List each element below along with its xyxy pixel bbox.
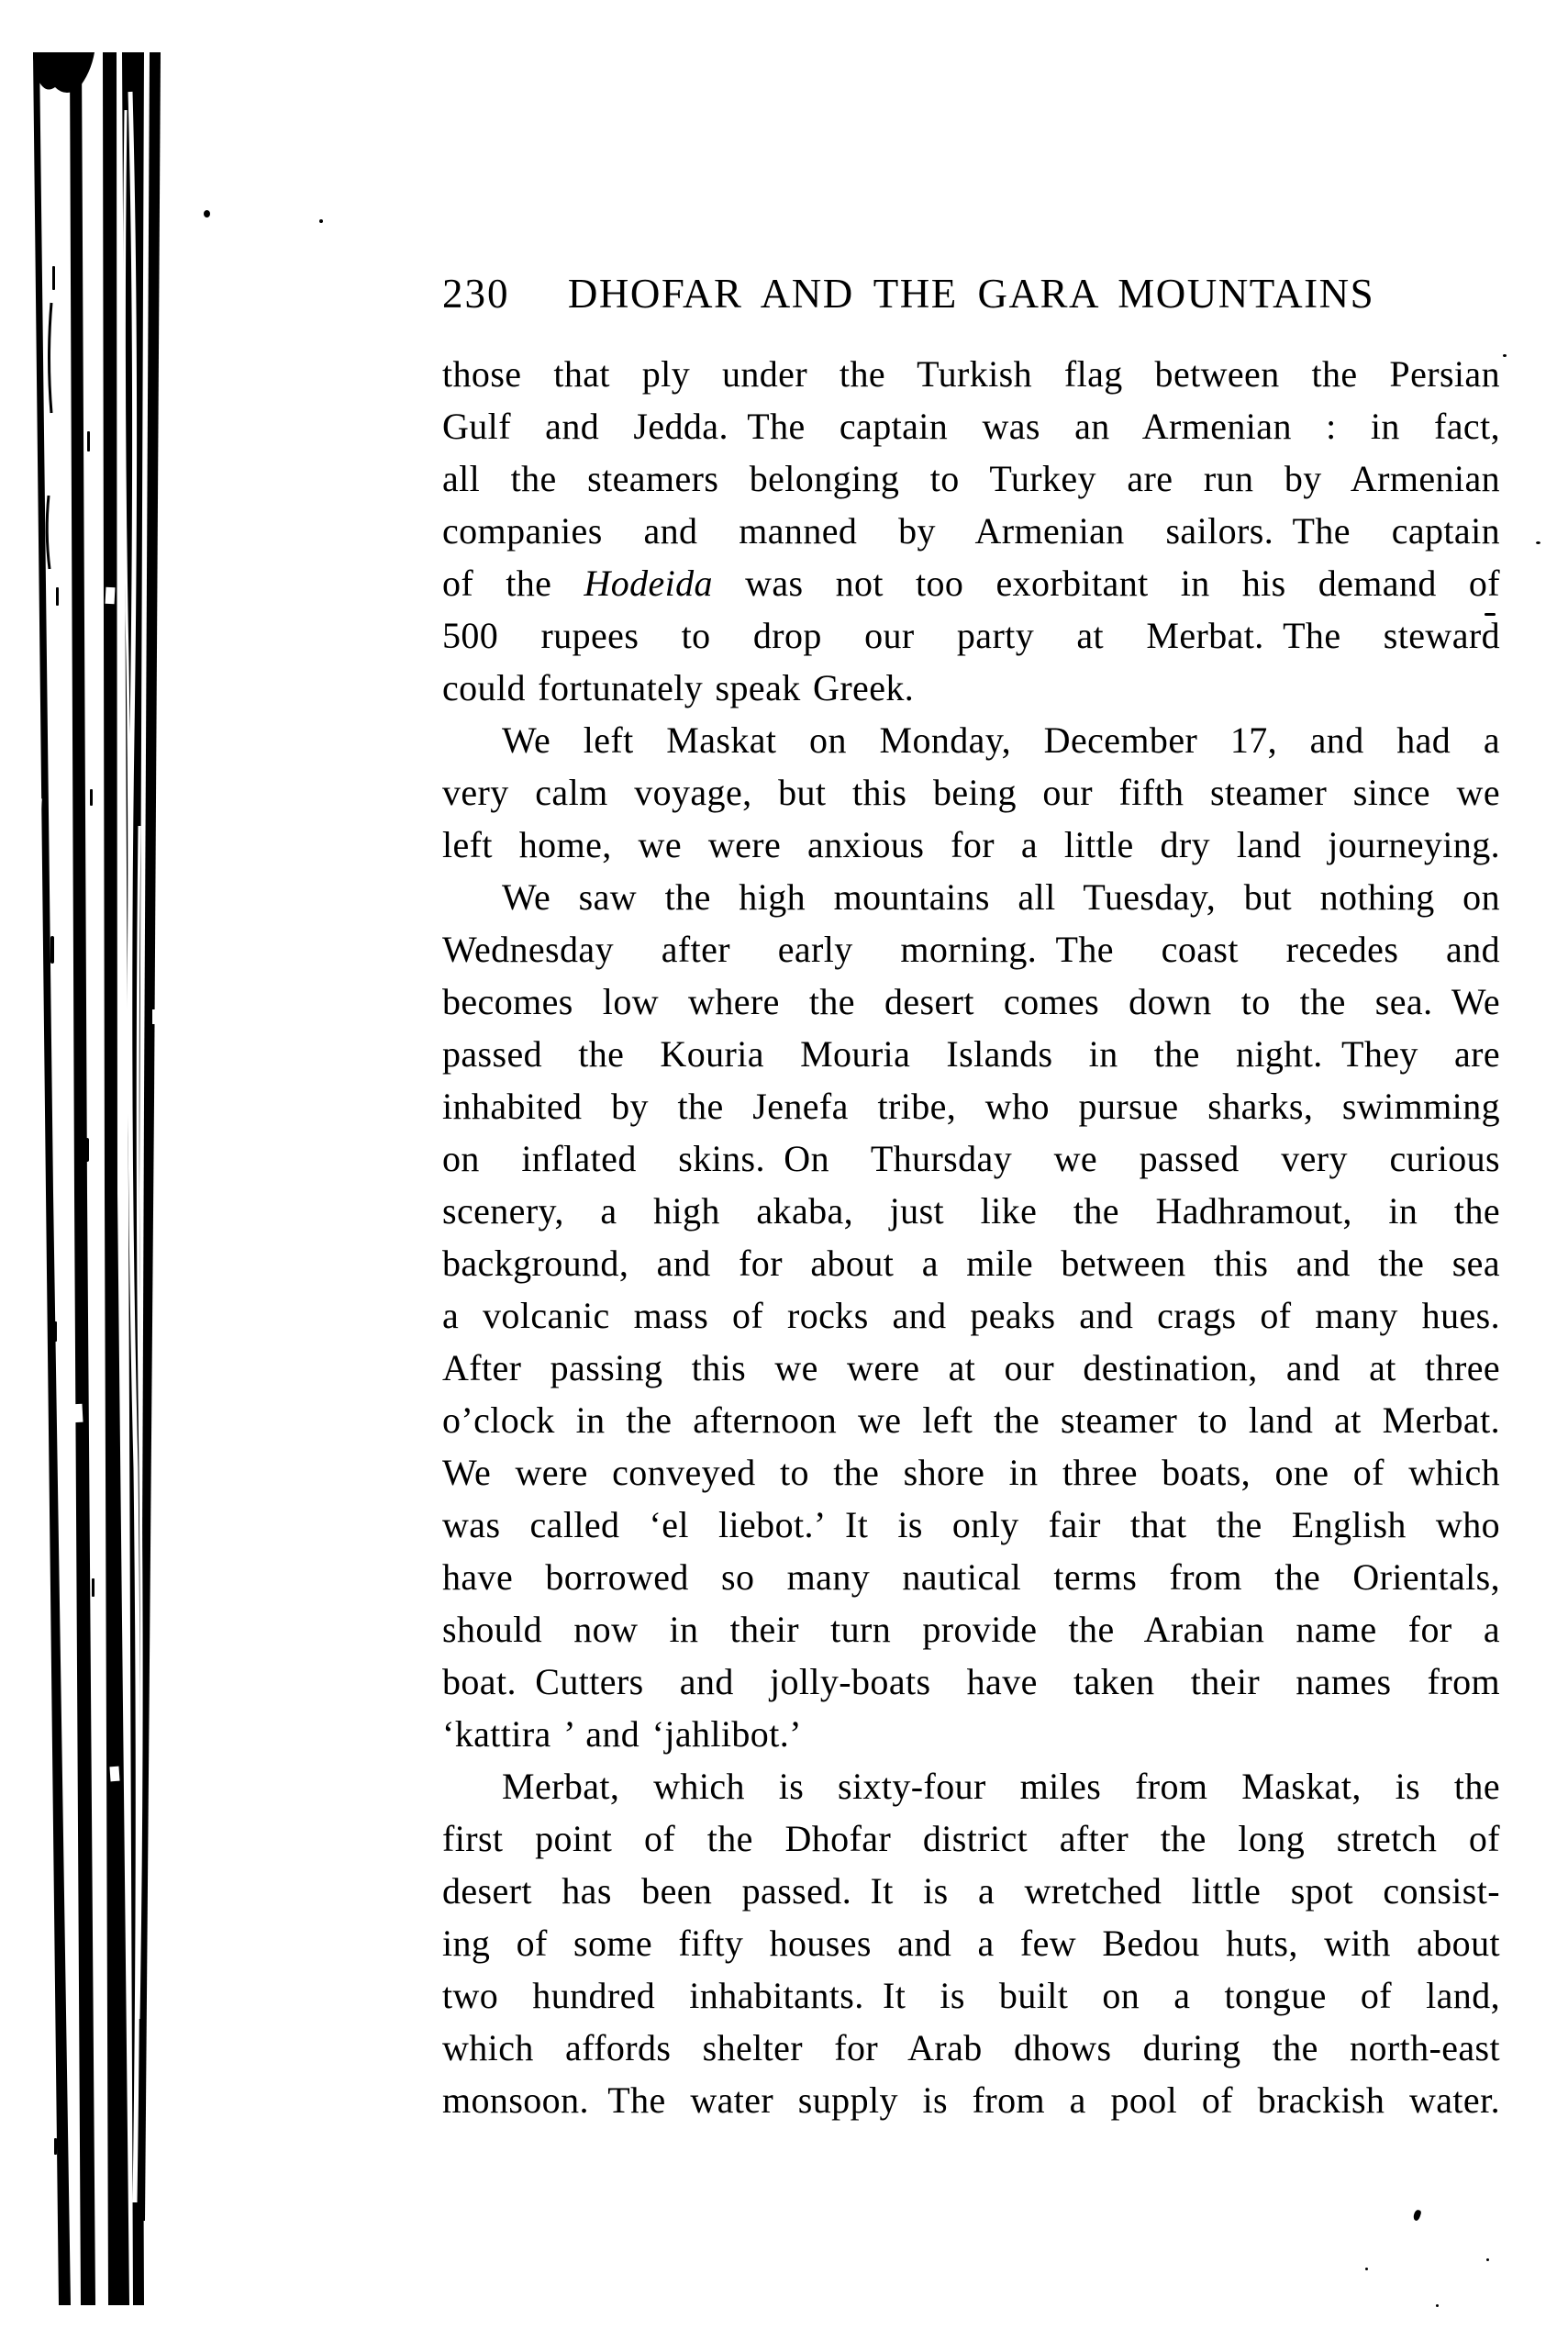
scan-speck: [1412, 2209, 1421, 2222]
text-line: desert has been passed. It is a wretched little spot consist-: [442, 1870, 1500, 1912]
text-line: companies and manned by Armenian sailors. The captain: [442, 510, 1500, 552]
scan-speck: [1486, 2258, 1489, 2261]
text-line: those that ply under the Turkish flag between the Persian: [442, 353, 1500, 395]
text-line: very calm voyage, but this being our fifth steamer since we: [442, 772, 1500, 813]
text-line: inhabited by the Jenefa tribe, who pursue sharks, swimming: [442, 1086, 1500, 1127]
text-run: of the: [442, 563, 584, 604]
text-line: We left Maskat on Monday, December 17, and had a: [502, 719, 1500, 761]
text-line: should now in their turn provide the Arabian name for a: [442, 1609, 1500, 1650]
text-line: could fortunately speak Greek.: [442, 667, 915, 708]
text-line: first point of the Dhofar district after the long stretch of: [442, 1818, 1500, 1859]
text-line: We were conveyed to the shore in three boats, one of which: [442, 1452, 1500, 1493]
text-line: 500 rupees to drop our party at Merbat. The steward: [442, 615, 1500, 656]
text-line: have borrowed so many nautical terms from the Orientals,: [442, 1556, 1500, 1598]
running-head: [442, 273, 1500, 319]
text-line: left home, we were anxious for a little dry land journeying.: [442, 824, 1500, 865]
running-title: DHOFAR AND THE GARA MOUNTAINS: [567, 271, 1375, 317]
text-line: After passing this we were at our destination, and at three: [442, 1347, 1500, 1388]
text-line: passed the Kouria Mouria Islands in the night. They are: [442, 1033, 1500, 1075]
text-line: We saw the high mountains all Tuesday, but nothing on: [502, 876, 1500, 918]
text-line: boat. Cutters and jolly-boats have taken their names from: [442, 1661, 1500, 1702]
text-line: background, and for about a mile between this and the sea: [442, 1243, 1500, 1284]
scan-speck: [1536, 541, 1540, 544]
text-line: o’clock in the afternoon we left the steamer to land at Merbat.: [442, 1399, 1500, 1441]
scan-speck: [1436, 2304, 1439, 2307]
text-run: was not too exorbitant in his demand of: [712, 563, 1500, 604]
text-line: which affords shelter for Arab dhows during the north-east: [442, 2027, 1500, 2068]
page-text-block: [442, 348, 1500, 2126]
text-line: ing of some fifty houses and a few Bedou huts, with about: [442, 1923, 1500, 1964]
text-line: two hundred inhabitants. It is built on a tongue of land,: [442, 1975, 1500, 2016]
book-gutter-scan-artifact: [0, 0, 183, 2352]
text-line: monsoon. The water supply is from a pool of brackish water.: [442, 2079, 1500, 2121]
text-line: Wednesday after early morning. The coast recedes and: [442, 929, 1500, 970]
scan-speck: [204, 210, 210, 217]
text-line: ‘kattira ’ and ‘jahlibot.’: [442, 1713, 802, 1755]
text-line: Gulf and Jedda. The captain was an Armenian : in fact,: [442, 406, 1500, 447]
text-line: Merbat, which is sixty-four miles from Maskat, is the: [502, 1766, 1500, 1807]
text-run-italic: Hodeida: [584, 563, 713, 604]
text-line: all the steamers belonging to Turkey are run by Armenian: [442, 458, 1500, 499]
text-line-hodeida: [442, 557, 1500, 609]
text-line: on inflated skins. On Thursday we passed very curious: [442, 1138, 1500, 1179]
scan-speck: [319, 219, 323, 223]
text-line: scenery, a high akaba, just like the Hadhramout, in the: [442, 1190, 1500, 1232]
scan-speck: [1503, 354, 1507, 357]
scan-speck: [1365, 2268, 1368, 2270]
text-line: a volcanic mass of rocks and peaks and crags of many hues.: [442, 1295, 1500, 1336]
gutter-top-wedge: [33, 52, 95, 93]
text-line: becomes low where the desert comes down to the sea. We: [442, 981, 1500, 1022]
text-line: was called ‘el liebot.’ It is only fair that the English who: [442, 1504, 1500, 1545]
page-number: 230: [442, 271, 510, 317]
